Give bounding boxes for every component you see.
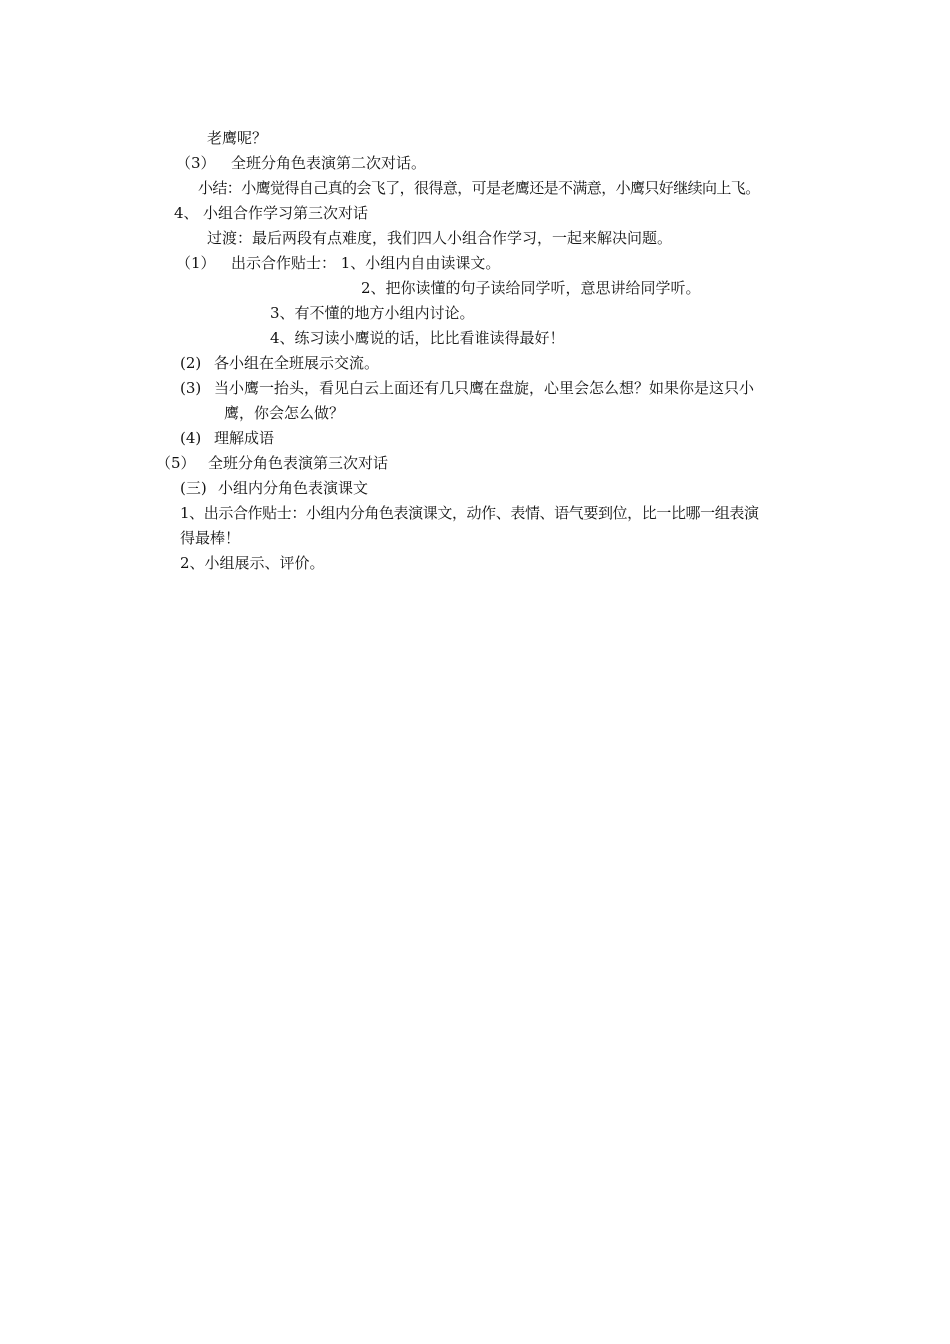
item-number: (3)	[180, 379, 202, 397]
item-number: （5）	[156, 454, 196, 472]
item-number: （1）	[176, 254, 216, 272]
item-text: 全班分角色表演第三次对话	[208, 454, 389, 472]
item-text: 全班分角色表演第二次对话。	[231, 154, 427, 172]
transition-text: 过渡：最后两段有点难度，我们四人小组合作学习，一起来解决问题。	[207, 229, 673, 247]
item-text: 当小鹰一抬头，看见白云上面还有几只鹰在盘旋，心里会怎么想？如果你是这只小	[214, 379, 755, 397]
item-text: 理解成语	[214, 429, 275, 447]
section-number: (三)	[180, 479, 207, 497]
summary-line	[198, 178, 760, 198]
line-text: 鹰，你会怎么做？	[224, 404, 345, 422]
numbered-item	[176, 253, 500, 273]
summary-text: 小结：小鹰觉得自己真的会飞了，很得意，可是老鹰还是不满意，小鹰只好继续向上飞。	[198, 179, 760, 197]
numbered-item	[156, 453, 388, 473]
item-number: (2)	[180, 354, 202, 372]
item-text: 出示合作贴士： 1、小组内自由读课文。	[231, 254, 501, 272]
numbered-item	[180, 353, 379, 373]
numbered-item	[180, 428, 274, 448]
numbered-item	[180, 378, 754, 398]
text-line	[180, 553, 325, 573]
section-heading	[174, 203, 368, 223]
item-number: (4)	[180, 429, 202, 447]
section-title: 小组内分角色表演课文	[218, 479, 369, 497]
section-number: 4、	[174, 204, 199, 222]
numbered-item	[176, 153, 426, 173]
tip-line	[270, 328, 565, 348]
tip-text: 3、有不懂的地方小组内讨论。	[270, 304, 475, 322]
tip-line	[361, 278, 701, 298]
line-text: 得最棒！	[180, 529, 241, 547]
text-line	[180, 528, 240, 548]
text-line	[207, 128, 267, 148]
section-title: 小组合作学习第三次对话	[203, 204, 369, 222]
tip-text: 2、把你读懂的句子读给同学听，意思讲给同学听。	[361, 279, 701, 297]
tip-line	[270, 303, 475, 323]
line-text: 2、小组展示、评价。	[180, 554, 325, 572]
text-line	[224, 403, 344, 423]
item-text: 各小组在全班展示交流。	[214, 354, 380, 372]
text-line	[180, 503, 759, 523]
section-heading	[180, 478, 368, 498]
line-text: 1、出示合作贴士：小组内分角色表演课文，动作、表情、语气要到位，比一比哪一组表演	[180, 504, 759, 522]
tip-text: 4、练习读小鹰说的话，比比看谁读得最好！	[270, 329, 565, 347]
line-text: 老鹰呢？	[207, 129, 268, 147]
transition-line	[207, 228, 672, 248]
item-number: （3）	[176, 154, 216, 172]
